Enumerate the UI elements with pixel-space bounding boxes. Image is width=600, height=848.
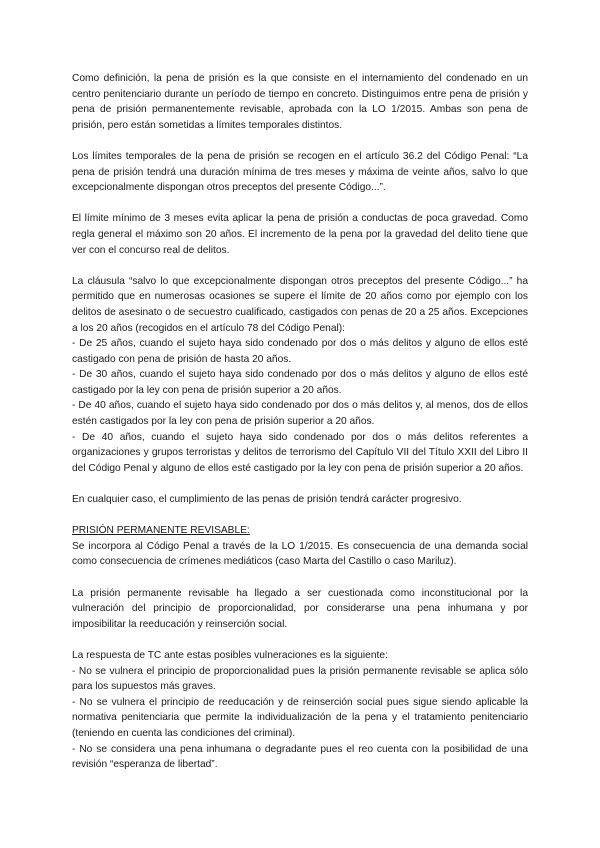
paragraph-minimum-limit: El límite mínimo de 3 meses evita aplicar la pena de prisión a conductas de poca gravedad. Como regla general el máximo son 20 años. El incremento de la pena por la gravedad del delito tiene que ver con el concurso real de delitos. xyxy=(72,213,528,256)
paragraph-constitutionality: La prisión permanente revisable ha llegado a ser cuestionada como inconstitucional por la vulneración del principio de proporcionalidad, por considerarse una pena inhumana y por imposibilitar la reeducación y reinserción social. xyxy=(72,587,528,630)
list-item: - De 25 años, cuando el sujeto haya sido condenado por dos o más delitos y alguno de ellos esté castigado con pena de prisión de hasta 20 años. xyxy=(72,338,528,365)
list-item: - De 40 años, cuando el sujeto haya sido condenado por dos o más delitos y, al menos, dos de ellos estén castigados por la ley con pena de prisión superior a 20 años. xyxy=(72,400,528,428)
paragraph-progressive: En cualquier caso, el cumplimiento de las penas de prisión tendrá carácter progresivo. xyxy=(72,494,462,506)
list-item: - De 40 años, cuando el sujeto haya sido condenado por dos o más delitos referentes a organizaciones y grupos terroristas y delitos de terrorismo del Capítulo VII del Título XXII del Libro II del Código Penal y alguno de ellos esté castigado por la ley con pena de prisión superior a 20 años. xyxy=(72,431,528,474)
paragraph-exceptions xyxy=(72,274,528,477)
list-item: - De 30 años, cuando el sujeto haya sido condenado por dos o más delitos y alguno de ellos esté castigado por la ley con pena de prisión superior a 20 años. xyxy=(72,369,528,396)
document-body xyxy=(72,71,528,788)
list-item: - No se vulnera el principio de proporcionalidad pues la prisión permanente revisable se aplica sólo para los supuestos más graves. xyxy=(72,665,528,693)
list-item: - No se vulnera el principio de reeducación y de reinserción social pues sigue siendo aplicable la normativa penitenciaria que permite la individualización de la pena y el tratamiento penitenciario (teniendo en cuenta las condiciones del criminal). xyxy=(72,696,528,739)
tc-response-intro: La respuesta de TC ante estas posibles vulneraciones es la siguiente: xyxy=(72,649,388,661)
section-heading: PRISIÓN PERMANENTE REVISABLE: xyxy=(72,525,250,537)
paragraph-incorporation: Se incorpora al Código Penal a través de la LO 1/2015. Es consecuencia de una demanda social como consecuencia de crímenes mediáticos (caso Marta del Castillo o caso Mariluz). xyxy=(72,540,528,568)
paragraph-tc-response xyxy=(72,648,528,773)
list-item: - No se considera una pena inhumana o degradante pues el reo cuenta con la posibilidad de una revisión “esperanza de libertad”. xyxy=(72,743,528,771)
paragraph-time-limits: Los límites temporales de la pena de prisión se recogen en el artículo 36.2 del Código Penal: “La pena de prisión tendrá una duración mínima de tres meses y máxima de veinte años, salvo lo que excepcionalmente dispongan otros preceptos del presente Código...”. xyxy=(72,150,528,194)
paragraph-definition: Como definición, la pena de prisión es la que consiste en el internamiento del condenado en un centro penitenciario durante un período de tiempo en concreto. Distinguimos entre pena de prisión y pena de prisión permanentemente revisable, aprobada con la LO 1/2015. Ambas son pena de prisión, pero están sometidas a límites temporales distintos. xyxy=(72,73,528,131)
exceptions-intro: La cláusula “salvo lo que excepcionalmente dispongan otros preceptos del presente Código...” ha permitido que en numerosas ocasiones se supere el límite de 20 años como por ejemplo con los delitos de asesinato o de secuestro cualificado, castigados con penas de 20 a 25 años. Excepciones a los 20 años (recogidos en el artículo 78 del Código Penal): xyxy=(72,275,528,334)
